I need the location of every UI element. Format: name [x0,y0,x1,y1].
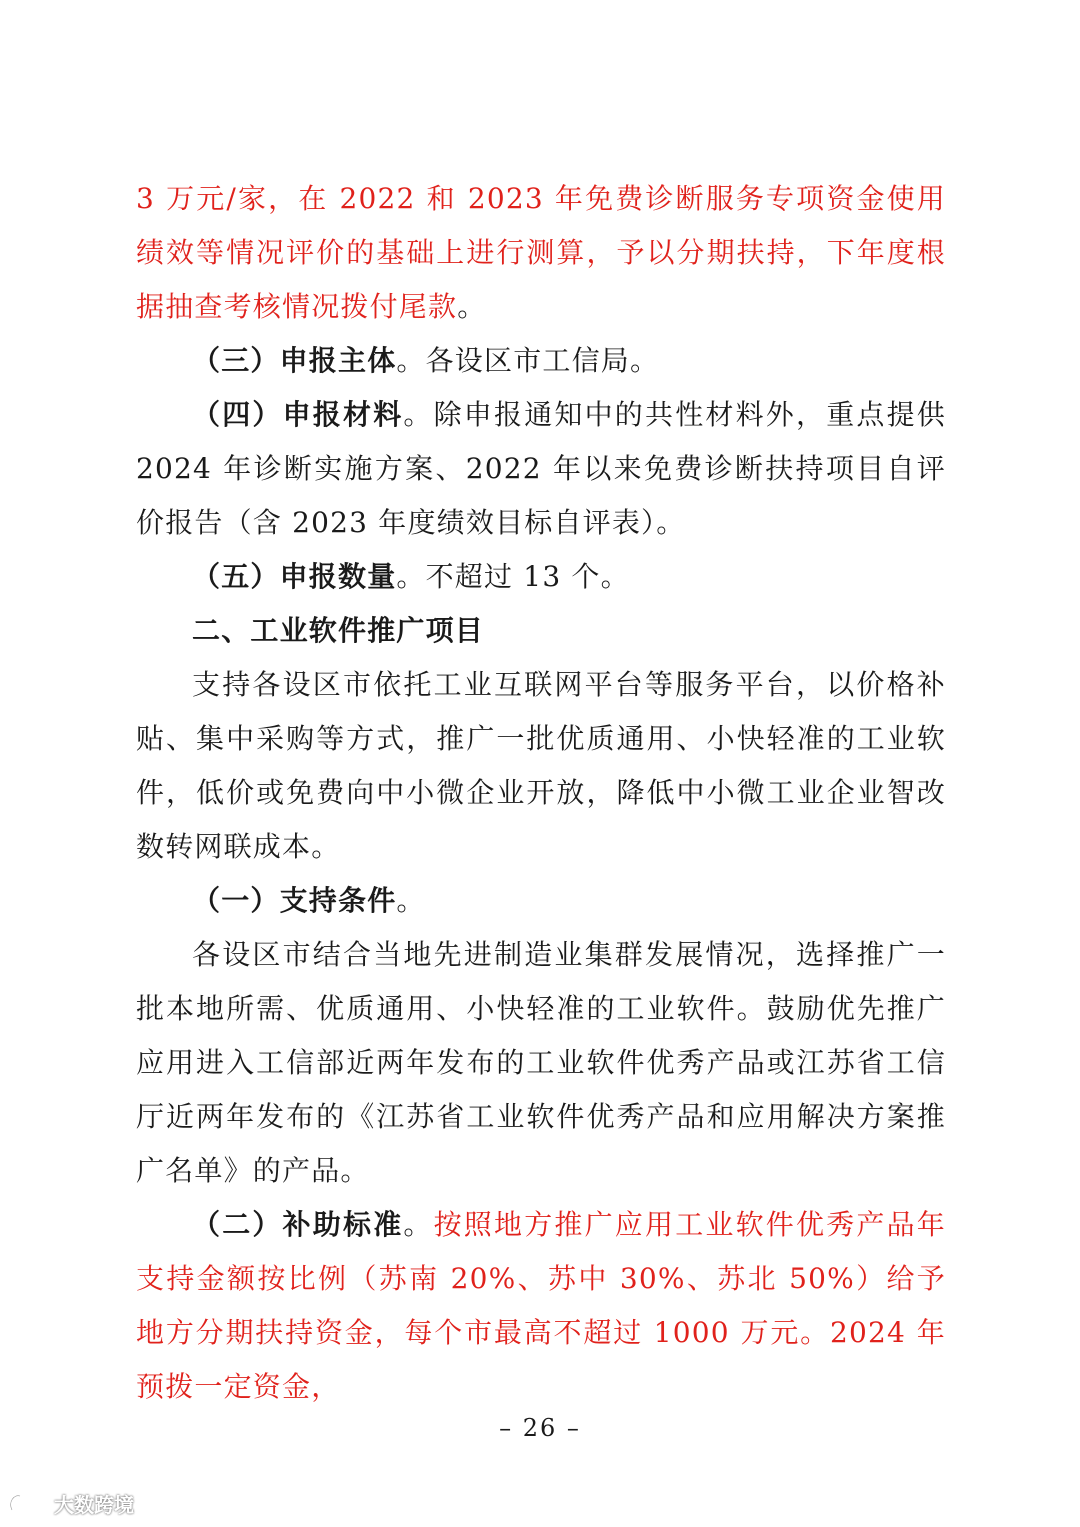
ear-logo-icon [6,1490,50,1516]
section-heading: 二、工业软件推广项目 [192,614,485,647]
red-highlight-text: 按照地方推广应用工业软件优秀产品年支持金额按比例（苏南 20%、苏中 30%、苏北 50%）给予地方分期扶持资金，每个市最高不超过 1000 万元。2024 年预拨一定资金， [136,1208,947,1403]
paragraph-conditions: 各设区市结合当地先进制造业集群发展情况，选择推广一批本地所需、优质通用、小快轻准的工业软件。鼓励优先推广应用进入工信部近两年发布的工业软件优秀产品或江苏省工信厅近两年发布的《江苏省工业软件优秀产品和应用解决方案推广名单》的产品。 [136,938,946,1187]
paragraph-conditions-label: （一）支持条件。 [192,884,426,917]
section-label: （四）申报材料 [192,398,404,431]
paragraph-subsidy: （二）补助标准。按照地方推广应用工业软件优秀产品年支持金额按比例（苏南 20%、苏中 30%、苏北 50%）给予地方分期扶持资金，每个市最高不超过 1000 万元。2024 年预拨一定资金， [136,1208,947,1403]
section-label: （二）补助标准 [192,1208,404,1241]
paragraph-funding-amount: 3 万元/家，在 2022 和 2023 年免费诊断服务专项资金使用绩效等情况评价的基础上进行测算，予以分期扶持，下年度根据抽查考核情况拨付尾款。 [136,182,946,323]
watermark-text: 大数跨境 [54,1492,134,1517]
section-label: （三）申报主体 [192,344,397,377]
section-label: （五）申报数量 [192,560,397,593]
document-body [136,172,946,1414]
paragraph-applicant: （三）申报主体。各设区市工信局。 [192,344,660,377]
paragraph-materials: （四）申报材料。除申报通知中的共性材料外，重点提供 2024 年诊断实施方案、2022 年以来免费诊断扶持项目自评价报告（含 2023 年度绩效目标自评表）。 [136,398,946,539]
page-number: – 26 – [499,1414,581,1442]
red-highlight-text: 3 万元/家，在 2022 和 2023 年免费诊断服务专项资金使用绩效等情况评价的基础上进行测算，予以分期扶持，下年度根据抽查考核情况拨付尾款 [136,182,946,323]
section-label: （一）支持条件 [192,884,397,917]
paragraph-quantity: （五）申报数量。不超过 13 个。 [192,560,630,593]
paragraph-software-intro: 支持各设区市依托工业互联网平台等服务平台，以价格补贴、集中采购等方式，推广一批优质通用、小快轻准的工业软件，低价或免费向中小微企业开放，降低中小微工业企业智改数转网联成本。 [136,668,946,863]
watermark [6,1488,134,1518]
